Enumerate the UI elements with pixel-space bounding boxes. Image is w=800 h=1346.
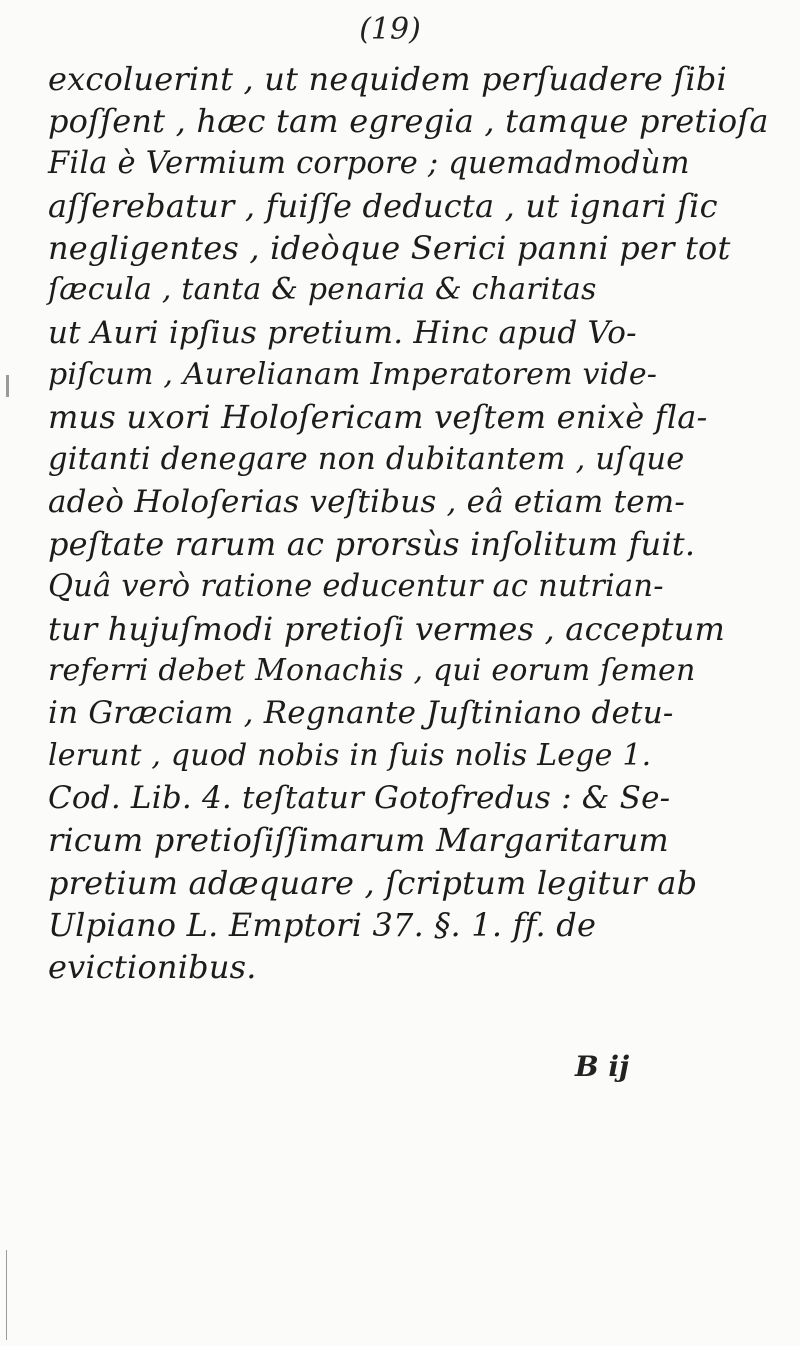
text-line: piſcum , Aurelianam Imperatorem vide-: [48, 357, 658, 393]
signature-mark: B ij: [575, 1050, 630, 1083]
text-line: referri debet Monachis , qui eorum ſemen: [48, 653, 696, 689]
margin-mark: [6, 375, 9, 397]
text-line: pretium adæquare , ſcriptum legitur ab: [48, 863, 698, 902]
text-line: peſtate rarum ac prorsùs inſolitum fuit.: [48, 525, 696, 564]
text-line: Cod. Lib. 4. teſtatur Gotofredus : & Se-: [48, 780, 671, 817]
text-line: Ulpiano L. Emptori 37. §. 1. ff. de: [48, 905, 597, 944]
text-line: aſſerebatur , fuiſſe deducta , ut ignari ſic: [48, 186, 718, 225]
text-line: evictionibus.: [48, 948, 257, 987]
text-line: excoluerint , ut nequidem perſuadere ſibi: [48, 60, 727, 98]
text-line: tur hujuſmodi pretioſi vermes , acceptum: [48, 609, 726, 648]
text-line: poſſent , hæc tam egregia , tamque pretioſa: [48, 102, 769, 141]
text-line: ut Auri ipſius pretium. Hinc apud Vo-: [48, 314, 637, 351]
text-line: Fila è Vermium corpore ; quemadmodùm: [48, 145, 690, 181]
text-line: ſæcula , tanta & penaria & charitas: [48, 272, 597, 308]
text-line: lerunt , quod nobis in ſuis nolis Lege 1.: [48, 737, 652, 773]
text-line: mus uxori Holoſericam veſtem enixè fla-: [48, 398, 708, 437]
text-line: negligentes , ideòque Serici panni per tot: [48, 229, 731, 268]
text-line: adeò Holoſerias veſtibus , eâ etiam tem-: [48, 483, 686, 520]
margin-mark: [6, 1250, 7, 1340]
text-line: Quâ verò ratione educentur ac nutrian-: [48, 568, 664, 604]
text-line: gitanti denegare non dubitantem , uſque: [48, 441, 685, 477]
text-line: ricum pretioſiſſimarum Margaritarum: [48, 821, 669, 860]
text-line: in Græciam , Regnante Juſtiniano detu-: [48, 695, 674, 732]
body-text: [48, 58, 769, 989]
page-number: (19): [359, 12, 421, 47]
